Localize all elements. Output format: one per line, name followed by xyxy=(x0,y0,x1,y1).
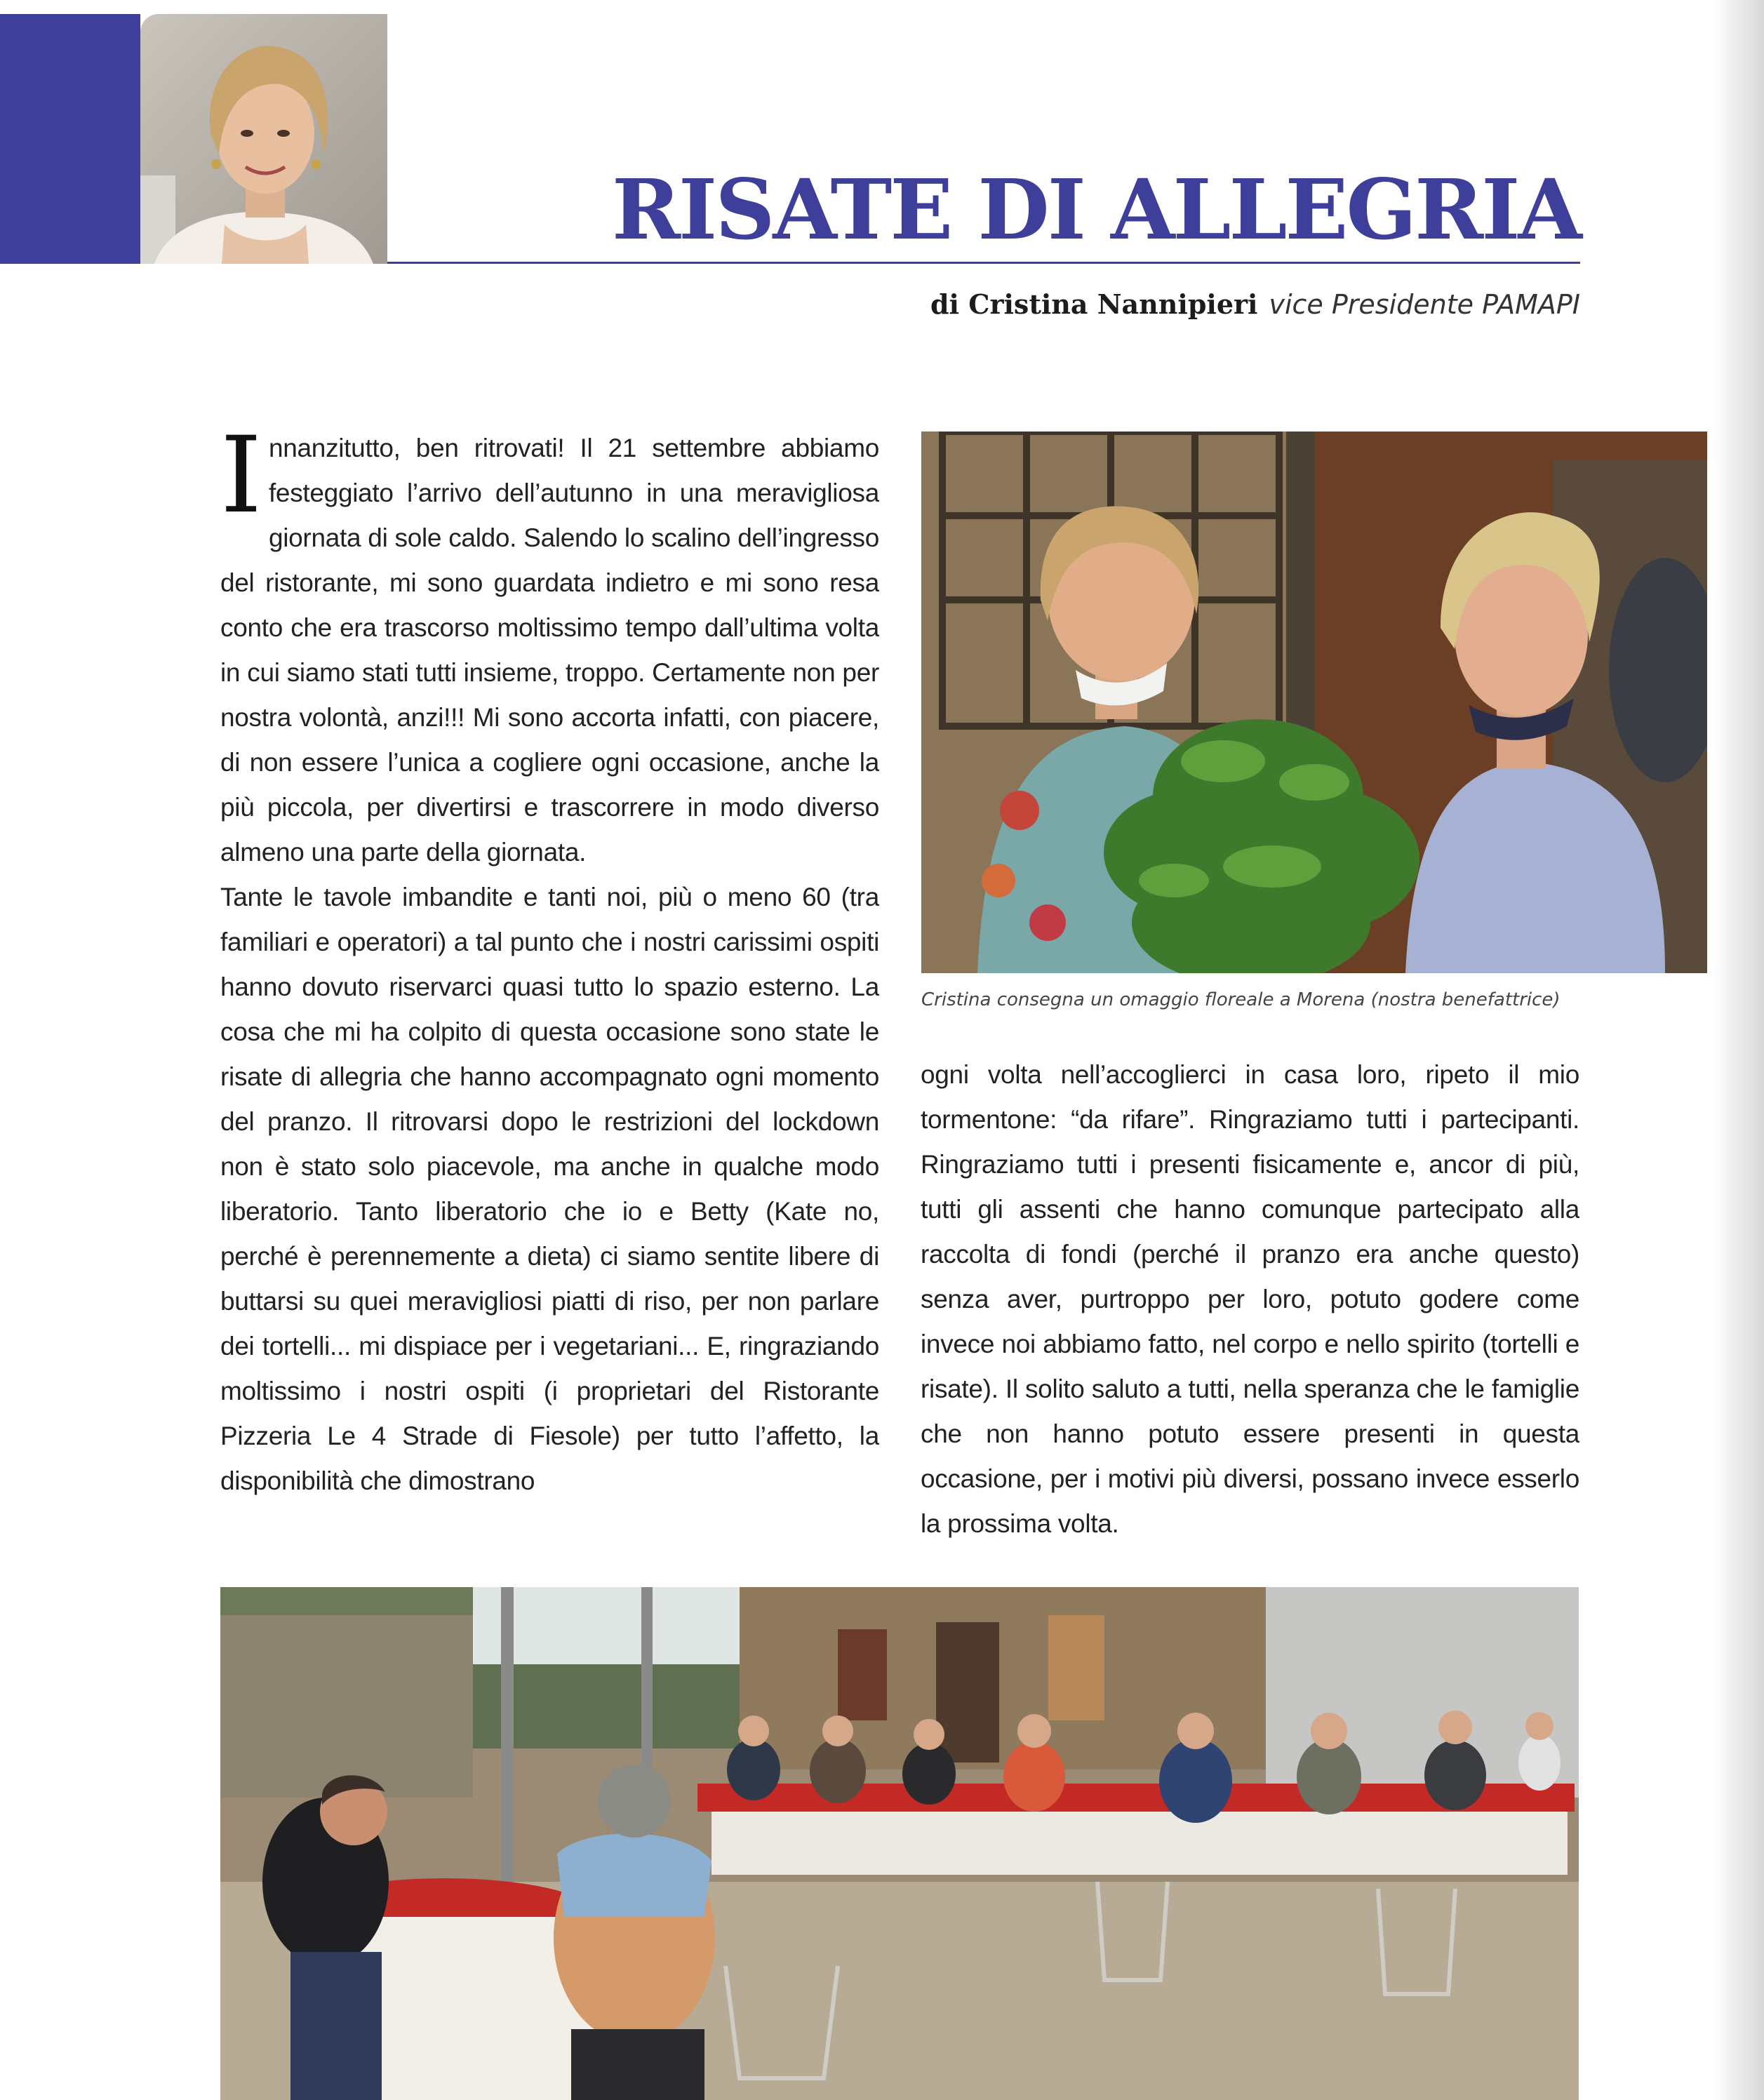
photo-flower-gift xyxy=(921,432,1707,973)
photo-restaurant-lunch-image xyxy=(220,1587,1579,2100)
byline-role: vice Presidente PAMAPI xyxy=(1269,289,1580,320)
paragraph-intro xyxy=(220,426,879,875)
photo-flower-gift-image xyxy=(921,432,1707,973)
photo-restaurant-lunch xyxy=(220,1587,1579,2100)
page-edge-shadow xyxy=(1715,0,1764,2100)
paragraph-closing: ogni volta nell’accoglierci in casa loro, ripeto il mio tormentone: “da rifare”. Ringraziamo tutti i partecipanti. Ringraziamo tutti i presenti fisicamente e, ancor di più, tutti gli assenti che hanno comunque partecipato alla raccolta di fondi (perché il pranzo era anche questo) senza aver, purtroppo per loro, potuto godere come invece noi abbiamo fatto, nel corpo e nello spirito (tortelli e risate). Il solito saluto a tutti, nella speranza che le famiglie che non hanno potuto essere presenti in questa occasione, per i motivi più diversi, possano invece esserlo la prossima volta. xyxy=(921,1060,1579,1538)
author-portrait xyxy=(140,14,387,264)
paragraph-intro-text: nnanzitutto, ben ritrovati! Il 21 settembre abbiamo festeggiato l’arrivo dell’autunno in una meravigliosa giornata di sole caldo. Salendo lo scalino dell’ingresso del ristorante, mi sono guardata indietro e mi sono resa conto che era trascorso moltissimo tempo dall’ultima volta in cui siamo stati tutti insieme, troppo. Certamente non per nostra volontà, anzi!!! Mi sono accorta infatti, con piacere, di non essere l’unica a cogliere ogni occasione, anche la più piccola, per divertirsi e trascorrere in modo diverso almeno una parte della giornata. xyxy=(220,434,879,867)
drop-cap: I xyxy=(220,426,262,537)
byline xyxy=(930,288,1580,320)
author-portrait-image xyxy=(140,14,387,264)
text-column-left xyxy=(220,426,879,1591)
header-accent-band xyxy=(0,14,140,264)
byline-author: di Cristina Nannipieri xyxy=(930,288,1258,320)
article-title: RISATE DI ALLEGRIA xyxy=(611,161,1580,258)
paragraph-body: Tante le tavole imbandite e tanti noi, più o meno 60 (tra familiari e operatori) a tal punto che i nostri carissimi ospiti hanno dovuto riservarci quasi tutto lo spazio esterno. La cosa che mi ha colpito di questa occasione sono state le risate di allegria che hanno accompagnato ogni momento del pranzo. Il ritrovarsi dopo le restrizioni del lockdown non è stato solo piacevole, ma anche in qualche modo liberatorio. Tanto liberatorio che io e Betty (Kate no, perché è perennemente a dieta) ci siamo sentite libere di buttarsi su quei meravigliosi piatti di riso, per non parlare dei tortelli... mi dispiace per i vegetariani... E, ringraziando moltissimo i nostri ospiti (i proprietari del Ristorante Pizzeria Le 4 Strade di Fiesole) per tutto l’affetto, la disponibilità che dimostrano xyxy=(220,883,879,1495)
header-rule xyxy=(387,262,1580,264)
text-column-right xyxy=(921,1052,1579,1586)
photo-caption: Cristina consegna un omaggio floreale a Morena (nostra benefattrice) xyxy=(921,989,1561,1010)
